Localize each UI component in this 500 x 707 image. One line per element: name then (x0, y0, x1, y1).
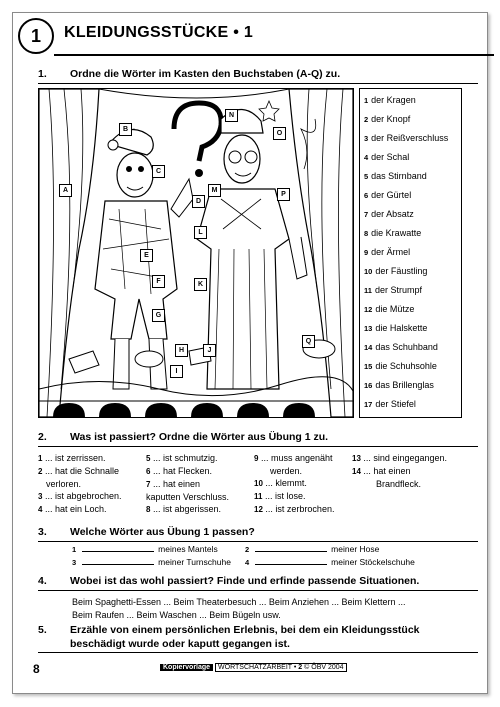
task2-column-3 (254, 452, 354, 516)
task2-column-2 (146, 452, 254, 516)
word-list-item: 7 der Absatz (364, 209, 414, 219)
word-list-item: 3 der Reißverschluss (364, 133, 449, 143)
picture-letter-c: C (152, 165, 165, 178)
task2-item: 6 ... hat Flecken. (146, 466, 212, 476)
picture-letter-e: E (140, 249, 153, 262)
page-footer (160, 664, 347, 671)
picture-letter-n: N (225, 109, 238, 122)
word-list-item: 5 das Stirnband (364, 171, 427, 181)
task1-rule (38, 83, 478, 84)
task4-situations: Beim Spaghetti-Essen ... Beim Theaterbesuch ... Beim Anziehen ... Beim Klettern ... Beim Raufen ... Beim Waschen ... Beim Bügeln usw. (72, 597, 406, 620)
task2-column-4 (352, 452, 478, 490)
task2-item: 4 ... hat ein Loch. (38, 504, 107, 514)
series-label: WORTSCHATZARBEIT • 2 © ÖBV 2004 (215, 663, 347, 672)
task2-item: 9 ... muss angenäht (254, 453, 333, 463)
picture-letter-q: Q (302, 335, 315, 348)
task3-item-3: 3 meiner Turnschuhe (72, 557, 231, 567)
picture-letter-b: B (119, 123, 132, 136)
task2-heading: 2. Was ist passiert? Ordne die Wörter aus Übung 1 zu. (38, 431, 329, 443)
page-number: 8 (33, 662, 40, 676)
picture-letter-l: L (194, 226, 207, 239)
word-list-item: 16 das Brillenglas (364, 380, 434, 390)
picture-letter-k: K (194, 278, 207, 291)
task5-rule (38, 652, 478, 653)
picture-letter-j: J (203, 344, 216, 357)
word-list-item: 13 die Halskette (364, 323, 428, 333)
answer-blank[interactable] (82, 551, 154, 552)
task1-heading: 1. Ordne die Wörter im Kasten den Buchstaben (A-Q) zu. (38, 68, 341, 80)
stage-scene-drawing (39, 89, 353, 417)
task2-item: verloren. (46, 479, 82, 489)
word-list-item: 4 der Schal (364, 152, 410, 162)
task2-column-1 (38, 452, 148, 516)
word-list-item: 10 der Fäustling (364, 266, 428, 276)
word-list-item: 11 der Strumpf (364, 285, 422, 295)
word-list-box (359, 88, 462, 418)
page-header (18, 18, 478, 56)
task4-rule (38, 590, 478, 591)
page-title: KLEIDUNGSSTÜCKE • 1 (64, 24, 254, 41)
task2-item: 14 ... hat einen (352, 466, 411, 476)
word-list-item: 14 das Schuhband (364, 342, 438, 352)
task2-item: 13 ... sind eingegangen. (352, 453, 447, 463)
task2-item: 1 ... ist zerrissen. (38, 453, 106, 463)
task2-item: Brandfleck. (376, 479, 422, 489)
task3-rule (38, 541, 478, 542)
task2-item: kaputten Verschluss. (146, 492, 230, 502)
word-list-item: 8 die Krawatte (364, 228, 422, 238)
task3-item-4: 4 meiner Stöckelschuhe (245, 557, 415, 567)
worksheet-number-badge: 1 (18, 18, 54, 54)
picture-letter-a: A (59, 184, 72, 197)
answer-blank[interactable] (255, 551, 327, 552)
task2-item: 8 ... ist abgerissen. (146, 504, 222, 514)
task2-item: 7 ... hat einen (146, 479, 201, 489)
picture-letter-m: M (208, 184, 221, 197)
task2-item: 2 ... hat die Schnalle (38, 466, 120, 476)
picture-letter-h: H (175, 344, 188, 357)
picture-letter-p: P (277, 188, 290, 201)
answer-blank[interactable] (82, 564, 154, 565)
task2-item: 3 ... ist abgebrochen. (38, 491, 122, 501)
task2-item: 5 ... ist schmutzig. (146, 453, 218, 463)
answer-blank[interactable] (255, 564, 327, 565)
task2-item: 10 ... klemmt. (254, 478, 307, 488)
picture-letter-g: G (152, 309, 165, 322)
word-list-item: 17 der Stiefel (364, 399, 416, 409)
word-list-item: 2 der Knopf (364, 114, 411, 124)
picture-letter-f: F (152, 275, 165, 288)
task4-heading: 4. Wobei ist das wohl passiert? Finde und erfinde passende Situationen. (38, 575, 420, 587)
task5-heading: 5. Erzähle von einem persönlichen Erlebnis, bei dem ein Kleidungsstück beschädigt wurde oder kaputt gegangen ist. (38, 624, 420, 650)
picture-letter-o: O (273, 127, 286, 140)
word-list-item: 12 die Mütze (364, 304, 415, 314)
picture-letter-i: I (170, 365, 183, 378)
picture-letter-d: D (192, 195, 205, 208)
task3-item-1: 1 meines Mantels (72, 544, 218, 554)
copy-template-badge: Kopiervorlage (160, 664, 213, 671)
task3-heading: 3. Welche Wörter aus Übung 1 passen? (38, 526, 255, 538)
word-list-item: 15 die Schuhsohle (364, 361, 437, 371)
clothing-illustration (38, 88, 354, 418)
task2-rule (38, 446, 478, 447)
word-list-item: 6 der Gürtel (364, 190, 412, 200)
title-underline (54, 54, 494, 56)
task2-item: 11 ... ist lose. (254, 491, 306, 501)
task2-item: 12 ... ist zerbrochen. (254, 504, 335, 514)
word-list-item: 9 der Ärmel (364, 247, 411, 257)
word-list-item: 1 der Kragen (364, 95, 416, 105)
task2-item: werden. (270, 466, 303, 476)
task3-item-2: 2 meiner Hose (245, 544, 380, 554)
